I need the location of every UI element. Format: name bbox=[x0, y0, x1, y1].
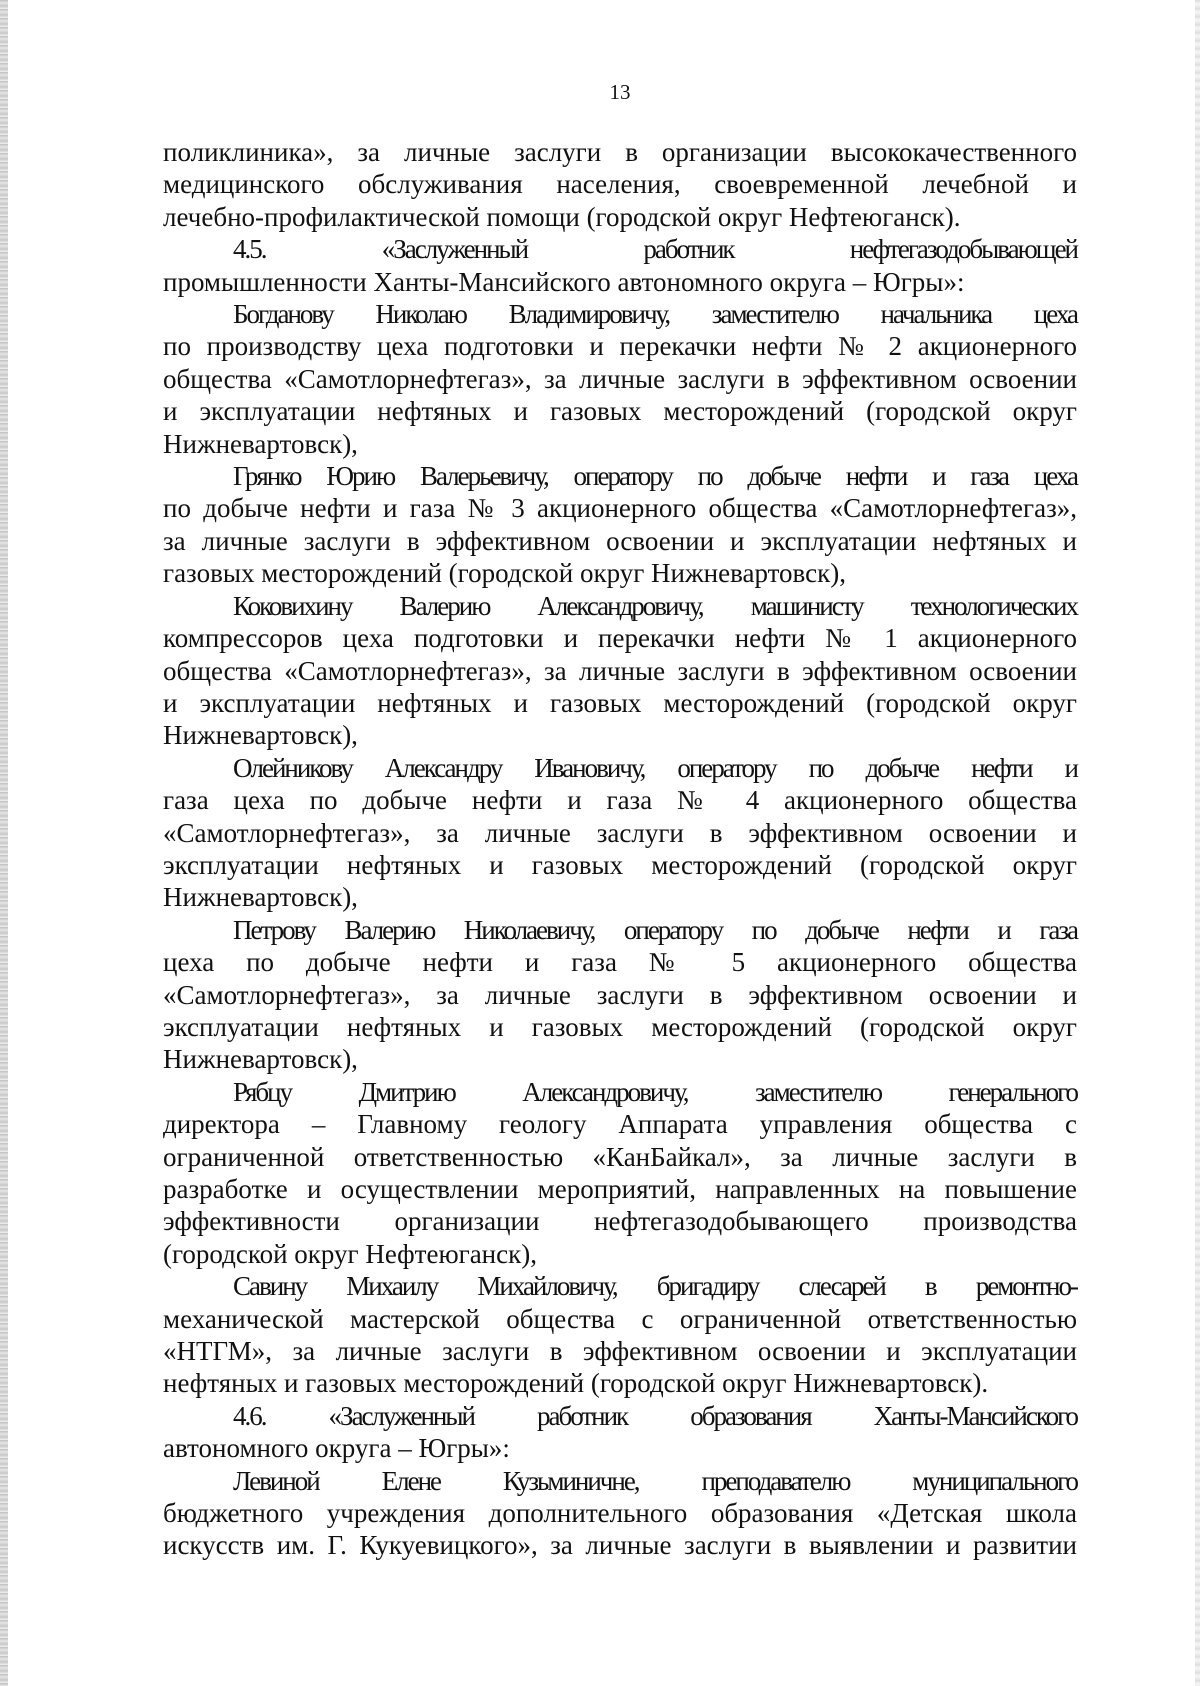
paragraph-line: поликлиника», за личные заслуги в организации высококачественного bbox=[163, 137, 1077, 167]
paragraph-line: «НТГМ», за личные заслуги в эффективном освоении и эксплуатации bbox=[163, 1336, 1077, 1367]
paragraph-line: автономного округа – Югры»: bbox=[163, 1433, 510, 1464]
paragraph-line: механической мастерской общества с ограниченной ответственностью bbox=[163, 1303, 1077, 1334]
paragraph-line: Рябцу Дмитрию Александровичу, заместителю генерального bbox=[233, 1076, 1077, 1107]
paragraph-line: по добыче нефти и газа № 3 акционерного общества «Самотлорнефтегаз», bbox=[163, 493, 1077, 524]
paragraph bbox=[163, 460, 1077, 590]
paragraph-line: общества «Самотлорнефтегаз», за личные заслуги в эффективном освоении bbox=[163, 655, 1077, 686]
paragraph bbox=[163, 1465, 1077, 1562]
paragraph-line: бюджетного учреждения дополнительного образования «Детская школа bbox=[163, 1498, 1077, 1529]
paragraph-line: Нижневартовск), bbox=[163, 428, 358, 459]
paragraph-line: «Самотлорнефтегаз», за личные заслуги в эффективном освоении и bbox=[163, 979, 1077, 1010]
paragraph-line: Грянко Юрию Валерьевичу, оператору по добыче нефти и газа цеха bbox=[233, 461, 1077, 492]
paragraph bbox=[163, 590, 1077, 752]
paragraph-line: директора – Главному геологу Аппарата управления общества с bbox=[163, 1109, 1077, 1140]
paragraph bbox=[163, 1400, 1077, 1465]
paragraph-line: газовых месторождений (городской округ Нижневартовск), bbox=[163, 558, 846, 589]
paragraph-line: Нижневартовск), bbox=[163, 720, 358, 751]
paragraph-line: и эксплуатации нефтяных и газовых месторождений (городской округ bbox=[163, 396, 1077, 427]
paragraph-line: за личные заслуги в эффективном освоении и эксплуатации нефтяных и bbox=[163, 525, 1077, 556]
page-number: 13 bbox=[609, 80, 631, 104]
paragraph-line: (городской округ Нефтеюганск), bbox=[163, 1238, 537, 1269]
paragraph-line: Богданову Николаю Владимировичу, заместителю начальника цеха bbox=[233, 299, 1077, 330]
paragraph-line: цеха по добыче нефти и газа № 5 акционерного общества bbox=[163, 947, 1077, 978]
paragraph-line: общества «Самотлорнефтегаз», за личные заслуги в эффективном освоении bbox=[163, 363, 1077, 394]
paragraph-line: медицинского обслуживания населения, своевременной лечебной и bbox=[163, 169, 1077, 200]
paragraph-line: Олейникову Александру Ивановичу, оператору по добыче нефти и bbox=[233, 752, 1077, 783]
paragraph-line: лечебно-профилактической помощи (городской округ Нефтеюганск). bbox=[163, 201, 961, 232]
paragraph-line: Савину Михаилу Михайловичу, бригадиру слесарей в ремонтно- bbox=[233, 1271, 1077, 1302]
paragraph bbox=[163, 298, 1077, 460]
paragraph-line: «Самотлорнефтегаз», за личные заслуги в эффективном освоении и bbox=[163, 817, 1077, 848]
paragraph-line: эксплуатации нефтяных и газовых месторождений (городской округ bbox=[163, 1011, 1077, 1042]
paragraph-line: искусств им. Г. Кукуевицкого», за личные заслуги в выявлении и развитии bbox=[163, 1530, 1077, 1561]
scan-edge-left bbox=[0, 0, 8, 1686]
paragraph-line: Нижневартовск), bbox=[163, 1044, 358, 1075]
paragraph-line: Коковихину Валерию Александровичу, машинисту технологических bbox=[233, 590, 1077, 621]
paragraph-line: компрессоров цеха подготовки и перекачки нефти № 1 акционерного bbox=[163, 623, 1077, 654]
paragraph bbox=[163, 136, 1077, 233]
paragraph-line: Нижневартовск), bbox=[163, 882, 358, 913]
paragraph-line: ограниченной ответственностью «КанБайкал», за личные заслуги в bbox=[163, 1141, 1077, 1172]
paragraph-line: разработке и осуществлении мероприятий, направленных на повышение bbox=[163, 1174, 1077, 1204]
paragraph-line: по производству цеха подготовки и перекачки нефти № 2 акционерного bbox=[163, 331, 1077, 362]
paragraph-line: 4.5. «Заслуженный работник нефтегазодобывающей bbox=[233, 234, 1077, 265]
paragraph bbox=[163, 1076, 1077, 1270]
document-body bbox=[163, 136, 1077, 1562]
paragraph-line: и эксплуатации нефтяных и газовых месторождений (городской округ bbox=[163, 687, 1077, 718]
paragraph-line: промышленности Ханты-Мансийского автономного округа – Югры»: bbox=[163, 266, 965, 297]
scan-edge-right bbox=[1195, 0, 1200, 1686]
paragraph-line: нефтяных и газовых месторождений (городской округ Нижневартовск). bbox=[163, 1368, 989, 1399]
paragraph-line: Петрову Валерию Николаевичу, оператору по добыче нефти и газа bbox=[233, 914, 1077, 945]
paragraph bbox=[163, 1270, 1077, 1400]
paragraph bbox=[163, 233, 1077, 298]
paragraph bbox=[163, 752, 1077, 914]
paragraph-line: 4.6. «Заслуженный работник образования Ханты-Мансийского bbox=[233, 1400, 1077, 1431]
paragraph bbox=[163, 914, 1077, 1076]
paragraph-line: газа цеха по добыче нефти и газа № 4 акционерного общества bbox=[163, 785, 1077, 816]
paragraph-line: эффективности организации нефтегазодобывающего производства bbox=[163, 1206, 1077, 1237]
paragraph-line: эксплуатации нефтяных и газовых месторождений (городской округ bbox=[163, 849, 1077, 880]
paragraph-line: Левиной Елене Кузьминичне, преподавателю муниципального bbox=[233, 1465, 1077, 1496]
